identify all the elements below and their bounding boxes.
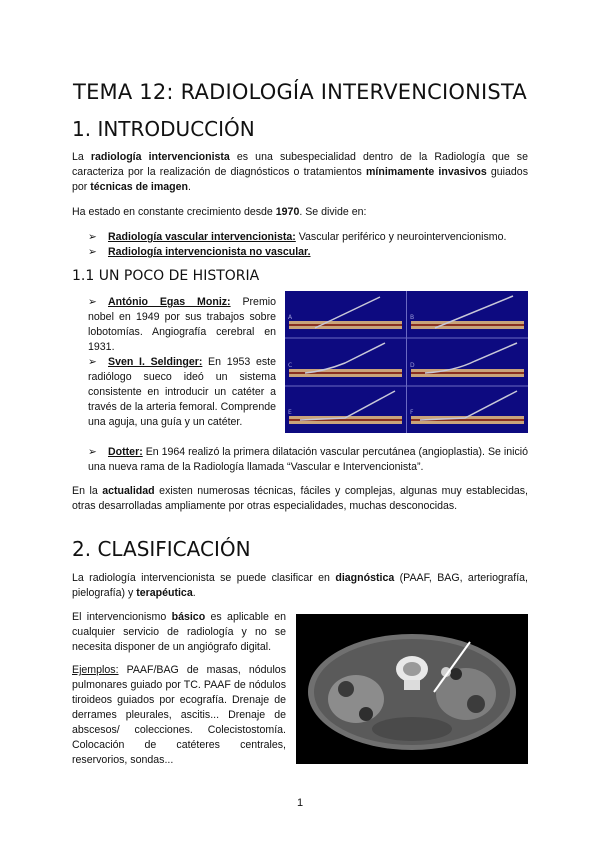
seldinger-technique-image (285, 291, 528, 433)
arrow-bullet-icon: ➢ (88, 246, 97, 258)
intro-paragraph-2: Ha estado en constante crecimiento desde 1970. Se divide en: (72, 206, 367, 218)
intro-paragraph-1: La radiología intervencionista es una subespecialidad dentro de la Radiología que se caracteriza por la realización de diagnósticos o tratamientos mínimamente invasivos guiados por técnicas de imagen. (72, 151, 528, 193)
panel-label: E (288, 409, 292, 416)
section-heading-history: 1.1 UN POCO DE HISTORIA (72, 268, 260, 284)
ct-scan-image (296, 614, 528, 764)
arrow-bullet-icon: ➢ (88, 231, 97, 243)
ct-scan-drawing (296, 614, 528, 764)
history-item-moniz: ➢ António Egas Moniz: Premio nobel en 1949 por sus trabajos sobre lobotomías. Angiografía cerebral en 1931. (88, 296, 277, 353)
panel-label: F (410, 409, 414, 416)
arrow-bullet-icon: ➢ (88, 446, 97, 458)
arrow-bullet-icon: ➢ (88, 296, 97, 308)
section-heading-classification: 2. CLASIFICACIÓN (72, 537, 251, 561)
classification-paragraph-3: Ejemplos: PAAF/BAG de masas, nódulos pulmonares guiado por TC. PAAF de nódulos tiroideos guiados por ecografía. Drenaje de derrames pleurales, ascitis... Drenaje de abscesos/ colecciones. Colecistostomía. Colocación de catéteres centrales, reservorios, sondas... (72, 664, 286, 766)
page-title: TEMA 12: RADIOLOGÍA INTERVENCIONISTA (73, 80, 527, 104)
intro-bullet-1: ➢ Radiología vascular intervencionista: Vascular periférico y neurointervencionismo. (88, 231, 507, 243)
arrow-bullet-icon: ➢ (88, 356, 97, 368)
page-number: 1 (296, 797, 304, 809)
section-heading-intro: 1. INTRODUCCIÓN (72, 117, 255, 141)
history-item-seldinger: ➢ Sven I. Seldinger: En 1953 este radiólogo sueco ideó un sistema consistente en introducir un catéter a través de la arteria femoral. Comprende una aguja, una guía y un catéter. (88, 356, 276, 428)
panel-label: D (410, 362, 415, 369)
intro-bullet-2: ➢ Radiología intervencionista no vascular. (88, 246, 311, 258)
seldinger-diagram (285, 291, 528, 433)
history-paragraph: En la actualidad existen numerosas técnicas, fáciles y complejas, algunas muy establecidas, otras desarrolladas ampliamente por otras especialidades, muchas desconocidas. (72, 485, 529, 512)
panel-label: A (288, 314, 293, 321)
classification-paragraph-1: La radiología intervencionista se puede clasificar en diagnóstica (PAAF, BAG, arteriografía, pielografía) y terapéutica. (72, 572, 528, 599)
panel-label: B (410, 314, 415, 321)
panel-label: C (288, 362, 293, 369)
history-item-dotter: ➢ Dotter: En 1964 realizó la primera dilatación vascular percutánea (angioplastia). Se inició una nueva rama de la Radiología llamada “Vascular e Intervencionista”. (88, 446, 528, 473)
classification-paragraph-2: El intervencionismo básico es aplicable en cualquier servicio de radiología y no se necesita disponer de un angiógrafo digital. (72, 611, 286, 653)
